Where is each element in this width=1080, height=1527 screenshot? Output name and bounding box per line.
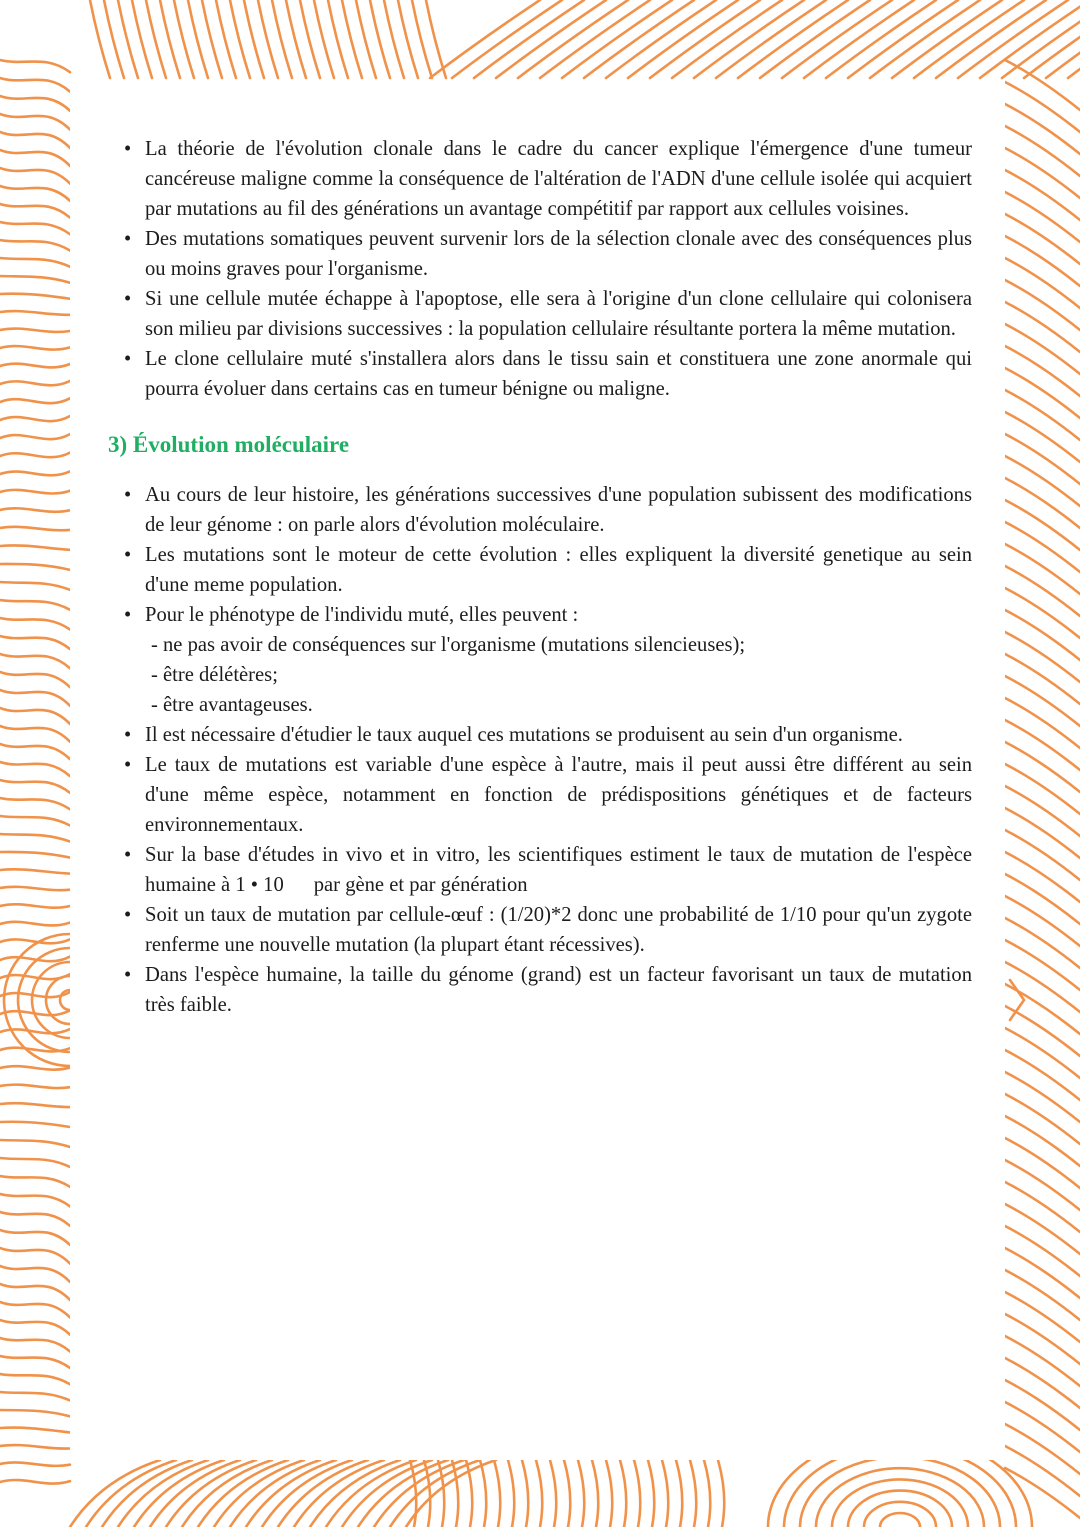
top-diagonal-line [694, 0, 804, 78]
left-wave-line [0, 150, 70, 166]
right-wave-line [1005, 302, 1080, 352]
left-arc-line [46, 976, 70, 1024]
right-wave-line [1005, 258, 1080, 308]
left-wave-line [0, 834, 70, 842]
left-wave-line [0, 816, 70, 826]
list-item: • Au cours de leur histoire, les générations successives d'une population subissent des modifications de leur génome : on parle alors d'évolution moléculaire. [108, 480, 972, 540]
top-diagonal-line [892, 0, 1002, 78]
left-wave-line [0, 545, 70, 549]
right-wave-line [1005, 456, 1080, 506]
left-wave-line [0, 1392, 70, 1400]
left-wave-line [0, 527, 70, 530]
bottom-vertical-line [550, 1460, 556, 1527]
left-wave-line [0, 1085, 70, 1088]
top-diagonal-line [716, 0, 826, 78]
right-wave-line [1005, 1204, 1080, 1254]
right-wave-line [1005, 632, 1080, 682]
left-wave-line [0, 186, 70, 201]
left-wave-line [0, 1140, 70, 1147]
list-item: • Les mutations sont le moteur de cette évolution : elles expliquent la diversité genetique au sein d'une meme population. [108, 540, 972, 600]
left-wave-line [0, 398, 70, 403]
top-diagonal-line [760, 0, 870, 78]
left-wave-line [0, 887, 70, 890]
left-wave-line [0, 654, 70, 668]
top-diagonal-line [870, 0, 980, 78]
left-wave-line [0, 1266, 70, 1282]
right-wave-line [1005, 368, 1080, 418]
left-wave-line [0, 1194, 70, 1206]
left-wave-line [0, 204, 70, 218]
top-diagonal-line [496, 0, 606, 78]
right-wave-line [1005, 1116, 1080, 1166]
left-wave-line [0, 1284, 70, 1300]
top-diagonal-line [452, 0, 562, 78]
bottom-vertical-line [564, 1460, 570, 1527]
bottom-vertical-line [606, 1460, 612, 1527]
left-wave-line [0, 708, 70, 724]
right-wave-line [1005, 808, 1080, 858]
left-wave-line [0, 1230, 70, 1245]
list-item [108, 600, 972, 720]
right-wave-line [1005, 1402, 1080, 1452]
left-wave-line [0, 636, 70, 649]
sub-item: - être avantageuses. [151, 694, 313, 716]
right-wave-line [1005, 764, 1080, 814]
left-wave-line [0, 726, 70, 742]
right-wave-line [1005, 1182, 1080, 1232]
list-item: • Il est nécessaire d'étudier le taux auquel ces mutations se produisent au sein d'un organisme. [108, 720, 972, 750]
right-wave-line [1005, 544, 1080, 594]
right-wave-line [1005, 500, 1080, 550]
right-wave-line [1005, 742, 1080, 792]
left-wave-line [0, 490, 70, 494]
left-wave-line [0, 96, 70, 111]
top-diagonal-line [562, 0, 672, 78]
right-wave-line [1005, 786, 1080, 836]
right-wave-line [1005, 940, 1080, 990]
left-wave-line [0, 222, 70, 234]
right-wave-line [1005, 324, 1080, 374]
right-wave-line [1005, 720, 1080, 770]
left-wave-line [0, 582, 70, 590]
top-diagonal-line [628, 0, 738, 78]
right-wave-line [1005, 192, 1080, 242]
left-wave-line [0, 1103, 70, 1107]
top-diagonal-line [782, 0, 892, 78]
top-diagonal-line [518, 0, 628, 78]
left-wave-line [0, 346, 70, 350]
left-wave-line [0, 276, 70, 283]
top-diagonal-line [738, 0, 848, 78]
left-wave-line [0, 1480, 70, 1484]
bottom-vertical-line [480, 1460, 486, 1527]
right-wave-line [1005, 852, 1080, 902]
left-wave-line [0, 1445, 70, 1449]
top-diagonal-line [826, 0, 936, 78]
bottom-arc-line [880, 1513, 920, 1527]
list-item: • La théorie de l'évolution clonale dans le cadre du cancer explique l'émergence d'une tumeur cancéreuse maligne comme la conséquence de l'altération de l'ADN d'une cellule isolée qui acquiert par mutations au fil des générations un avantage compétitif par rapport aux cellules voisines. [108, 134, 972, 224]
left-wave-line [0, 240, 70, 251]
right-wave-line [1005, 1292, 1080, 1342]
right-wave-line [1005, 1468, 1080, 1518]
right-wave-line [1005, 918, 1080, 968]
left-wave-line [0, 453, 70, 458]
left-wave-line [0, 416, 70, 421]
left-wave-line [0, 618, 70, 630]
top-diagonal-line [650, 0, 760, 78]
right-wave-line [1005, 1072, 1080, 1122]
right-wave-line [1005, 1314, 1080, 1364]
bottom-vertical-line [634, 1460, 640, 1527]
bottom-arc-line [832, 1479, 968, 1527]
top-diagonal-line [958, 0, 1068, 78]
bottom-vertical-line [648, 1460, 654, 1527]
right-wave-line [1005, 566, 1080, 616]
bottom-vertical-line [662, 1460, 668, 1527]
top-diagonal-line [430, 0, 540, 78]
left-wave-line [0, 672, 70, 687]
right-wave-line [1005, 412, 1080, 462]
left-wave-line [0, 744, 70, 759]
left-wave-line [0, 690, 70, 706]
section-heading: 3) Évolution moléculaire [108, 432, 350, 457]
left-wave-line [0, 798, 70, 809]
left-wave-line [0, 1338, 70, 1351]
document-body [108, 134, 972, 1020]
right-wave-line [1005, 280, 1080, 330]
left-wave-line [0, 1248, 70, 1264]
list-item: • Des mutations somatiques peuvent survenir lors de la sélection clonale avec des conséquences plus ou moins graves pour l'organisme. [108, 224, 972, 284]
right-wave-line [1005, 1248, 1080, 1298]
right-wave-line [1005, 214, 1080, 264]
bottom-vertical-line [718, 1460, 724, 1527]
left-wave-line [0, 1410, 70, 1416]
top-diagonal-line [606, 0, 716, 78]
bottom-vertical-line [676, 1460, 682, 1527]
left-wave-line [0, 852, 70, 858]
top-diagonal-line [474, 0, 584, 78]
left-wave-line [0, 168, 70, 184]
right-wave-line [1005, 1094, 1080, 1144]
list-item [108, 840, 972, 900]
right-wave-line [1005, 1358, 1080, 1408]
left-wave-line [0, 780, 70, 793]
right-wave-line [1005, 236, 1080, 286]
right-wave-line [1005, 434, 1080, 484]
left-wave-line [0, 132, 70, 148]
right-wave-line [1005, 896, 1080, 946]
left-wave-line [0, 1212, 70, 1226]
left-wave-line [0, 78, 70, 92]
right-wave-line [1005, 874, 1080, 924]
right-wave-line [1005, 1380, 1080, 1430]
sub-item: - être délétères; [151, 664, 278, 686]
top-diagonal-line [540, 0, 650, 78]
top-diagonal-line [936, 0, 1046, 78]
left-wave-line [0, 922, 70, 926]
right-wave-line [1005, 698, 1080, 748]
top-diagonal-line [848, 0, 958, 78]
right-wave-line [1005, 830, 1080, 880]
right-wave-line [1005, 1270, 1080, 1320]
left-wave-line [0, 508, 70, 511]
right-wave-line [1005, 1226, 1080, 1276]
left-wave-line [0, 294, 70, 299]
left-wave-line [0, 600, 70, 610]
right-wave-line [1005, 1138, 1080, 1188]
right-wave-line [1005, 1006, 1080, 1056]
bottom-vertical-line [508, 1460, 514, 1527]
left-wave-line [0, 1158, 70, 1167]
left-wave-line [0, 762, 70, 776]
left-wave-line [0, 1374, 70, 1384]
right-wave-line [1005, 1424, 1080, 1474]
bottom-vertical-line [494, 1460, 500, 1527]
mutation-rate-text: Sur la base d'études in vivo et in vitro, les scientifiques estiment le taux de mutation de l'espèce humaine à 1 • 10 [145, 844, 972, 896]
list-item: • Soit un taux de mutation par cellule-œuf : (1/20)*2 donc une probabilité de 1/10 pour qu'un zygote renferme une nouvelle mutation (la plupart étant récessives). [108, 900, 972, 960]
left-wave-line [0, 114, 70, 130]
left-wave-line [0, 364, 70, 368]
right-wave-line [1005, 1028, 1080, 1078]
clonal-evolution-list [108, 134, 972, 404]
left-wave-line [0, 60, 70, 72]
right-wave-line [1005, 104, 1080, 154]
right-wave-line [1005, 610, 1080, 660]
bottom-vertical-line [522, 1460, 528, 1527]
right-wave-line [1005, 148, 1080, 198]
top-diagonal-line [914, 0, 1024, 78]
molecular-evolution-list [108, 480, 972, 1020]
bottom-vertical-line [704, 1460, 710, 1527]
bottom-vertical-line [690, 1460, 696, 1527]
right-wave-line [1005, 390, 1080, 440]
right-wave-line [1005, 1446, 1080, 1496]
bottom-vertical-line [578, 1460, 584, 1527]
right-wave-line [1005, 1336, 1080, 1386]
bottom-vertical-line [592, 1460, 598, 1527]
right-wave-line [1005, 1050, 1080, 1100]
right-wave-line [1005, 170, 1080, 220]
left-wave-line [0, 1066, 70, 1070]
left-wave-line [0, 1320, 70, 1335]
right-wave-line [1005, 346, 1080, 396]
left-wave-line [0, 258, 70, 267]
left-wave-line [0, 1428, 70, 1433]
right-wave-line [1005, 1160, 1080, 1210]
bottom-arc-line [816, 1468, 984, 1527]
bottom-vertical-line [536, 1460, 542, 1527]
right-wave-line [1005, 478, 1080, 528]
left-wave-line [0, 904, 70, 907]
left-wave-line [0, 869, 70, 873]
left-wave-line [0, 329, 70, 332]
top-diagonal-line [672, 0, 782, 78]
right-wave-line [1005, 82, 1080, 132]
left-wave-line [0, 1302, 70, 1317]
mutation-rate-unit: par gène et par génération [313, 874, 528, 896]
list-item: • Dans l'espèce humaine, la taille du génome (grand) est un facteur favorisant un taux de mutation très faible. [108, 960, 972, 1020]
left-wave-line [0, 471, 70, 475]
top-diagonal-line [584, 0, 694, 78]
left-wave-line [0, 381, 70, 385]
left-wave-line [0, 1356, 70, 1368]
list-item-intro: Pour le phénotype de l'individu muté, elles peuvent : [145, 604, 579, 626]
bottom-vertical-line [620, 1460, 626, 1527]
left-wave-line [0, 1176, 70, 1187]
left-arc-line [32, 962, 70, 1038]
sub-item: - ne pas avoir de conséquences sur l'organisme (mutations silencieuses); [151, 634, 746, 656]
left-wave-line [0, 1462, 70, 1465]
left-wave-line [0, 434, 70, 439]
right-wave-line [1005, 522, 1080, 572]
right-wave-line [1005, 588, 1080, 638]
left-wave-line [0, 1122, 70, 1127]
bottom-arc-line [864, 1502, 936, 1527]
list-item: • Le taux de mutations est variable d'une espèce à l'autre, mais il peut aussi être différent au sein d'une même espèce, notamment en fonction de prédispositions génétiques et de facteurs environnementaux. [108, 750, 972, 840]
left-wave-line [0, 564, 70, 570]
list-item: • Si une cellule mutée échappe à l'apoptose, elle sera à l'origine d'un clone cellulaire qui colonisera son milieu par divisions successives : la population cellulaire résultante portera la même mutation. [108, 284, 972, 344]
left-wave-line [0, 311, 70, 315]
right-wave-line [1005, 654, 1080, 704]
right-wave-line [1005, 676, 1080, 726]
top-diagonal-line [804, 0, 914, 78]
list-item: • Le clone cellulaire muté s'installera alors dans le tissu sain et constituera une zone anormale qui pourra évoluer dans certains cas en tumeur bénigne ou maligne. [108, 344, 972, 404]
right-wave-line [1005, 126, 1080, 176]
